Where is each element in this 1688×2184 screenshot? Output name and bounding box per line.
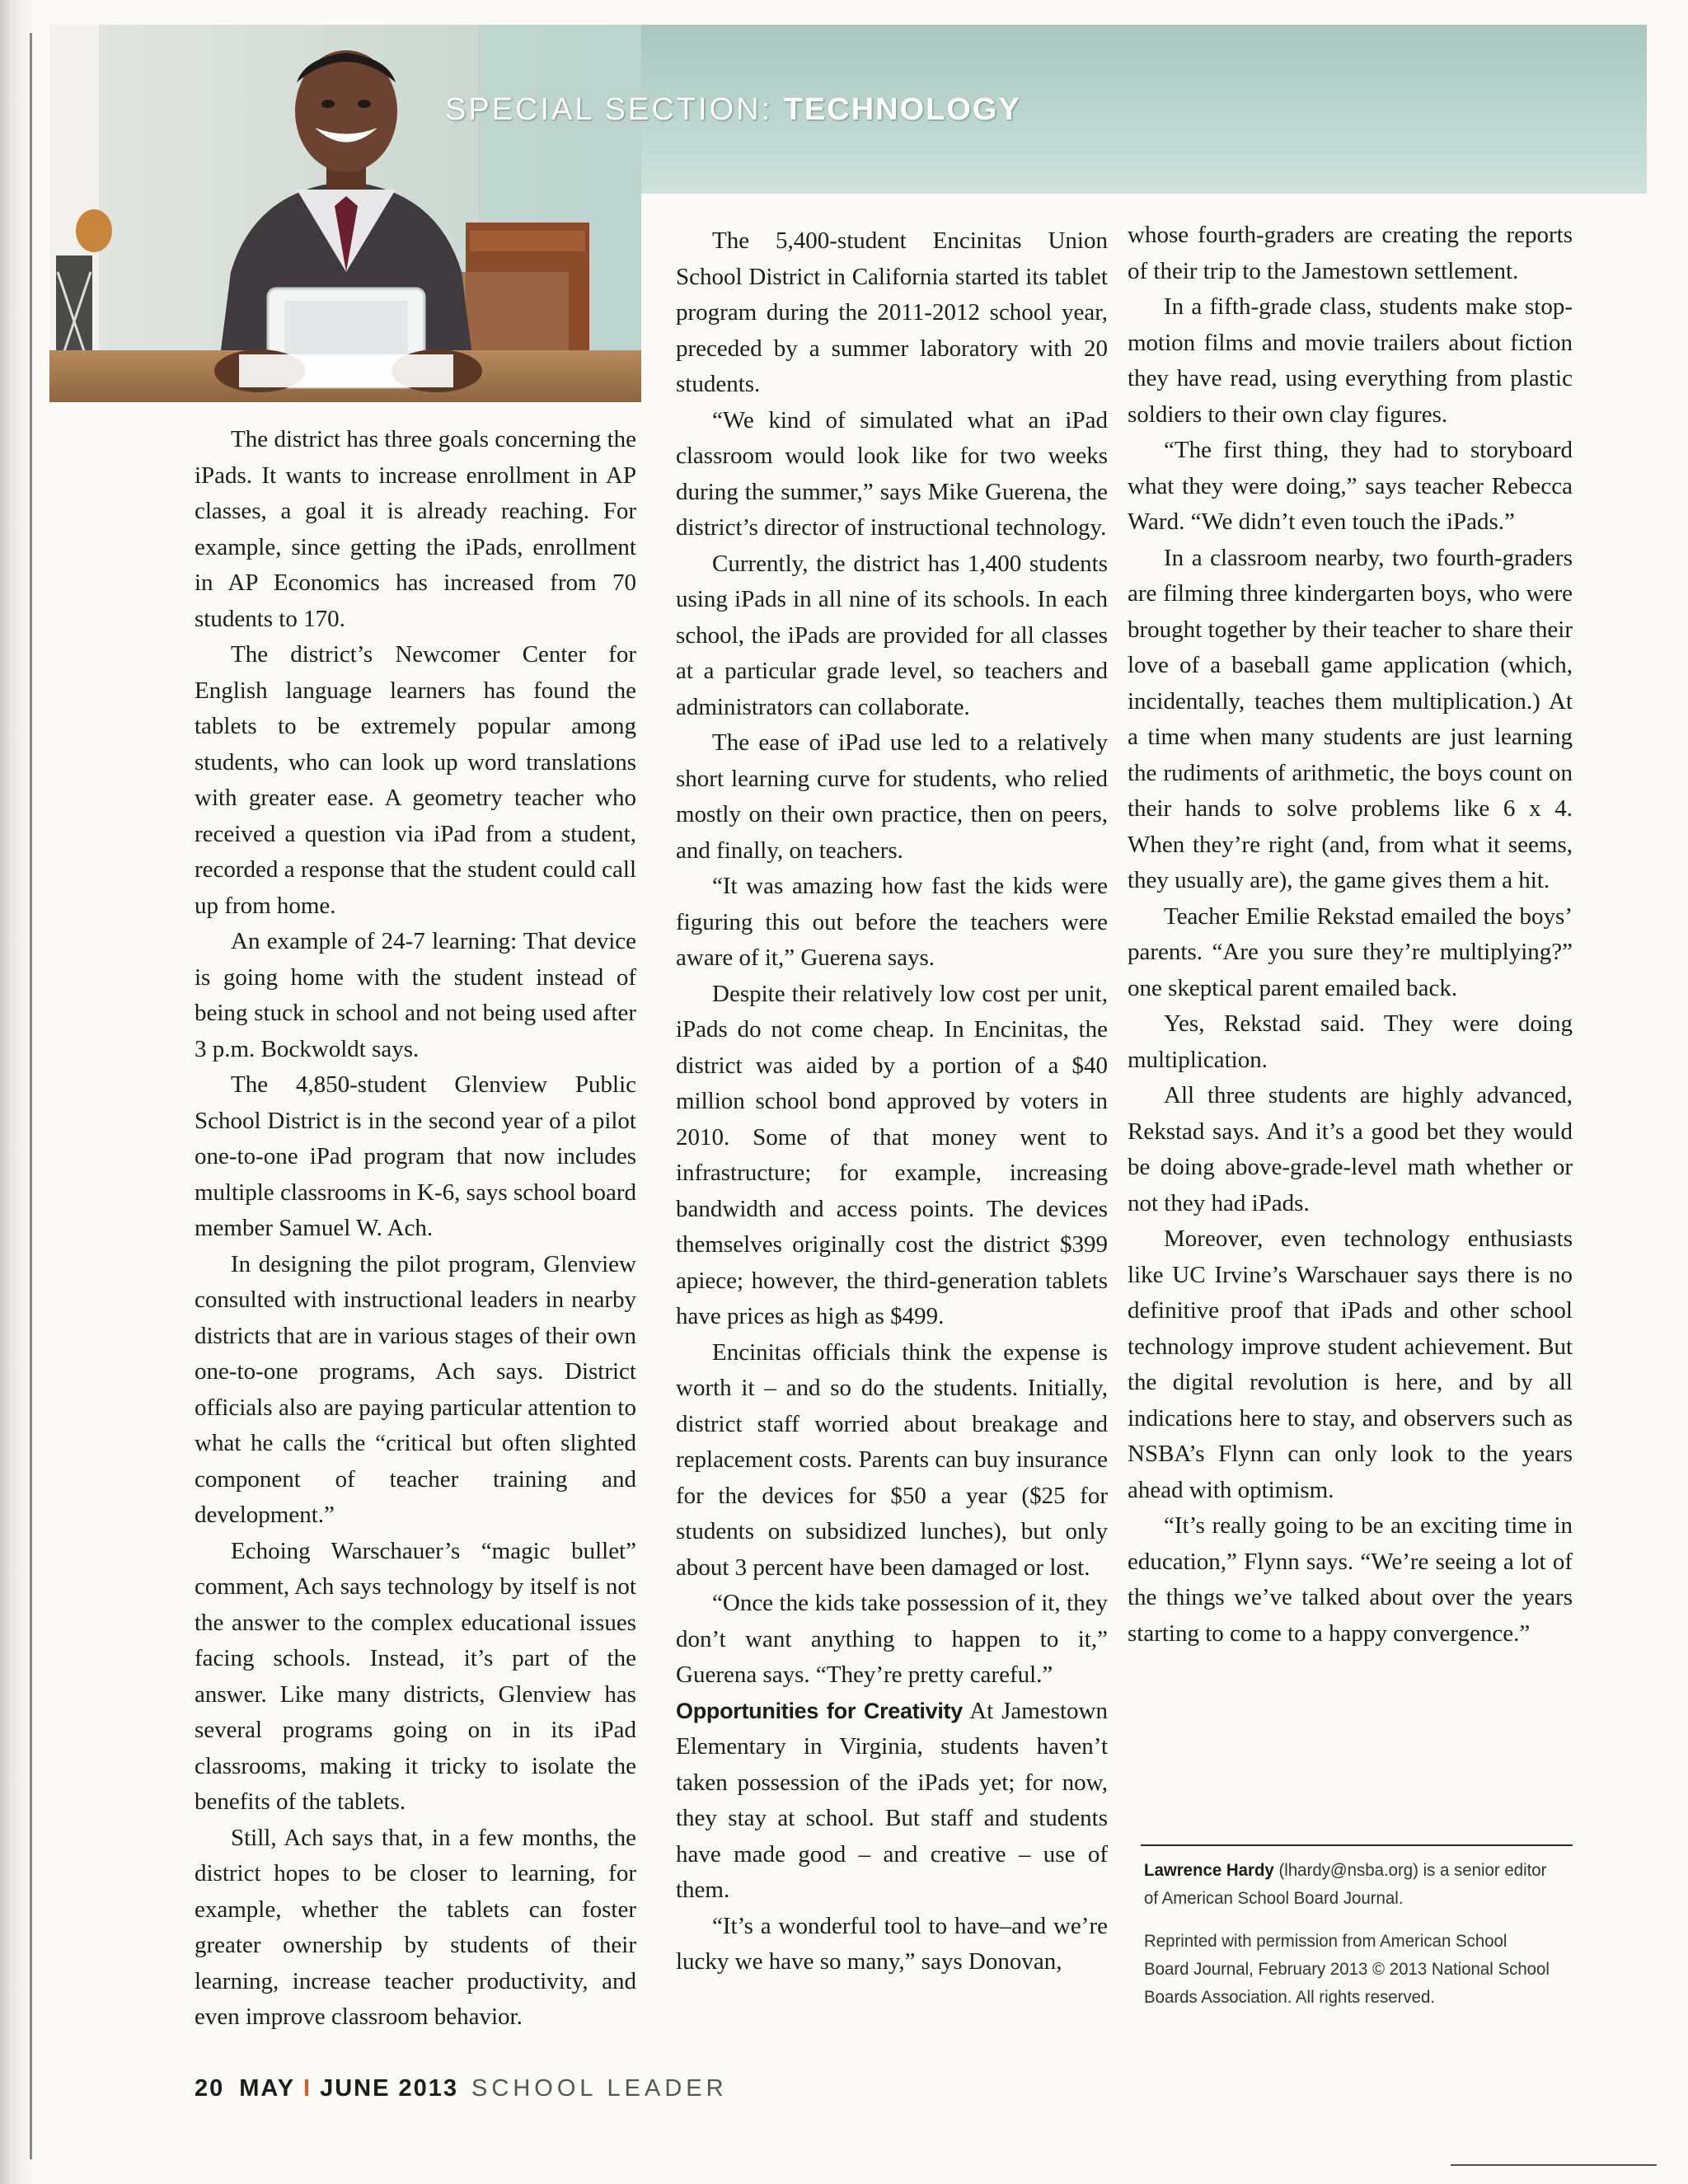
subhead: Opportunities for Creativity — [676, 1698, 963, 1723]
paragraph: The ease of iPad use led to a relatively short learning curve for students, who relied mostly on their own practice, then on peers, and finally, on teachers. — [676, 729, 1108, 864]
paragraph: “The first thing, they had to storyboard what they were doing,” says teacher Rebecca Ward. “We didn’t even touch the iPads.” — [1128, 437, 1573, 535]
bottom-scan-line — [1451, 2164, 1657, 2166]
paragraph: At Jamestown Elementary in Virginia, students haven’t taken possession of the iPads yet; for now, they stay at school. But staff and students have made good – and creative – use of them. — [676, 1697, 1109, 1903]
paragraph: “It was amazing how fast the kids were figuring this out before the teachers were aware of it,” Guerena says. — [676, 873, 1108, 971]
paragraph: whose fourth-graders are creating the reports of their trip to the Jamestown settlement. — [1128, 222, 1573, 284]
paragraph: All three students are highly advanced, Rekstad says. And it’s a good bet they would be doing above-grade-level math whether or not they had iPads. — [1128, 1082, 1573, 1216]
paragraph: In a classroom nearby, two fourth-graders are filming three kindergarten boys, who were brought together by their teacher to share their love of a baseball game application (which, incidentally, teaches them multiplication.) At a time when many students are just learning the rudiments of arithmetic, the boys count on their hands to solve problems like 6 x 4. When they’re right (and, from what it seems, they usually are), the game gives them a hit. — [1128, 544, 1573, 893]
page-footer — [195, 2075, 728, 2102]
paragraph: Still, Ach says that, in a few months, the district hopes to be closer to learning, for example, whether the tablets can foster greater ownership by students of their learning, increase teacher productivity, and even improve classroom behavior. — [195, 1824, 636, 2030]
paragraph: In a fifth-grade class, students make stop-motion films and movie trailers about fiction they have read, using everything from plastic soldiers to their own clay figures. — [1128, 293, 1573, 428]
paragraph: Yes, Rekstad said. They were doing multiplication. — [1128, 1010, 1573, 1073]
section-label: SPECIAL SECTION: — [445, 92, 773, 127]
paragraph: The 4,850-student Glenview Public School District is in the second year of a pilot one-to-one iPad program that now includes multiple classrooms in K-6, says school board member Samuel W. Ach. — [195, 1071, 636, 1241]
paragraph: Moreover, even technology enthusiasts like UC Irvine’s Warschauer says there is no definitive proof that iPads and other school technology improve student achievement. But the digital revolution is here, and by all indications here to stay, and observers such as NSBA’s Flynn can only look to the years ahead with optimism. — [1128, 1226, 1573, 1503]
paragraph: Currently, the district has 1,400 students using iPads in all nine of its schools. In each school, the iPads are provided for all classes at a particular grade level, so teachers and administrators can collaborate. — [676, 550, 1108, 720]
section-topic: TECHNOLOGY — [783, 92, 1021, 127]
paragraph: Echoing Warschauer’s “magic bullet” comment, Ach says technology by itself is not the answer to the complex educational issues facing schools. Instead, it’s part of the answer. Like many districts, Glenview has several programs going on in its iPad classrooms, making it tricky to isolate the benefits of the tablets. — [195, 1537, 636, 1815]
paragraph: “It’s a wonderful tool to have–and we’re lucky we have so many,” says Donovan, — [676, 1912, 1108, 1975]
issue-month-start: MAY — [239, 2075, 296, 2102]
author-description: (lhardy@nsba.org) is a senior editor of American School Board Journal. — [1144, 1860, 1547, 1908]
header-photo — [49, 25, 641, 402]
page-number: 20 — [195, 2075, 225, 2102]
paragraph: In designing the pilot program, Glenview consulted with instructional leaders in nearby districts that are in various stages of their own one-to-one programs, Ach says. District officials also are paying particular attention to what he calls the “critical but often slighted component of teacher training and development.” — [195, 1250, 636, 1528]
paragraph: “We kind of simulated what an iPad classroom would look like for two weeks during the summer,” says Mike Guerena, the district’s director of instructional technology. — [676, 406, 1108, 541]
author-name: Lawrence Hardy — [1144, 1860, 1274, 1880]
bio-line — [1144, 1856, 1551, 1912]
reprint-notice: Reprinted with permission from American School Board Journal, February 2013 © 2013 National School Boards Association. All rights reserved. — [1144, 1931, 1550, 2007]
section-title — [445, 92, 1021, 128]
paragraph: Teacher Emilie Rekstad emailed the boys’ parents. “Are you sure they’re multiplying?” one skeptical parent emailed back. — [1128, 902, 1573, 1001]
paragraph: “It’s really going to be an exciting time in education,” Flynn says. “We’re seeing a lot of the things we’ve talked about over the years starting to come to a happy convergence.” — [1128, 1512, 1573, 1647]
person-with-tablet-photo — [49, 25, 641, 402]
subhead-paragraph — [676, 1694, 1108, 1909]
date-separator: I — [303, 2075, 312, 2102]
bio-divider — [1141, 1844, 1573, 1846]
article-column-1 — [195, 422, 636, 2036]
page-binding-rule — [30, 33, 32, 2159]
paragraph: An example of 24-7 learning: That device is going home with the student instead of being stuck in school and not being used after 3 p.m. Bockwoldt says. — [195, 928, 636, 1062]
paragraph: Encinitas officials think the expense is worth it – and so do the students. Initially, district staff worried about breakage and replacement costs. Parents can buy insurance for the devices for $50 a year ($25 for students on subsidized lunches), but only about 3 percent have been damaged or lost. — [676, 1338, 1108, 1581]
author-bio — [1144, 1856, 1551, 2026]
paragraph: The district’s Newcomer Center for English language learners has found the tablets to be extremely popular among students, who can look up word translations with greater ease. A geometry teacher who received a question via iPad from a student, recorded a response that the student could call up from home. — [195, 641, 636, 919]
paragraph: The district has three goals concerning the iPads. It wants to increase enrollment in AP classes, a goal it is already reaching. For example, since getting the iPads, enrollment in AP Economics has increased from 70 students to 170. — [195, 426, 636, 632]
magazine-name: SCHOOL LEADER — [471, 2075, 728, 2102]
article-column-2 — [676, 223, 1108, 1980]
paragraph: Despite their relatively low cost per unit, iPads do not come cheap. In Encinitas, the district was aided by a portion of a $40 million school bond approved by voters in 2010. Some of that money went to infrastructure; for example, increasing bandwidth and access points. The devices themselves originally cost the district $399 apiece; however, the third-generation tablets have prices as high as $499. — [676, 980, 1108, 1329]
paragraph: The 5,400-student Encinitas Union School District in California started its tablet program during the 2011-2012 school year, preceded by a summer laboratory with 20 students. — [676, 227, 1108, 397]
issue-month-end: JUNE 2013 — [320, 2075, 459, 2102]
article-column-3 — [1128, 218, 1573, 1652]
paragraph: “Once the kids take possession of it, they don’t want anything to happen to it,” Guerena says. “They’re pretty careful.” — [676, 1590, 1108, 1688]
